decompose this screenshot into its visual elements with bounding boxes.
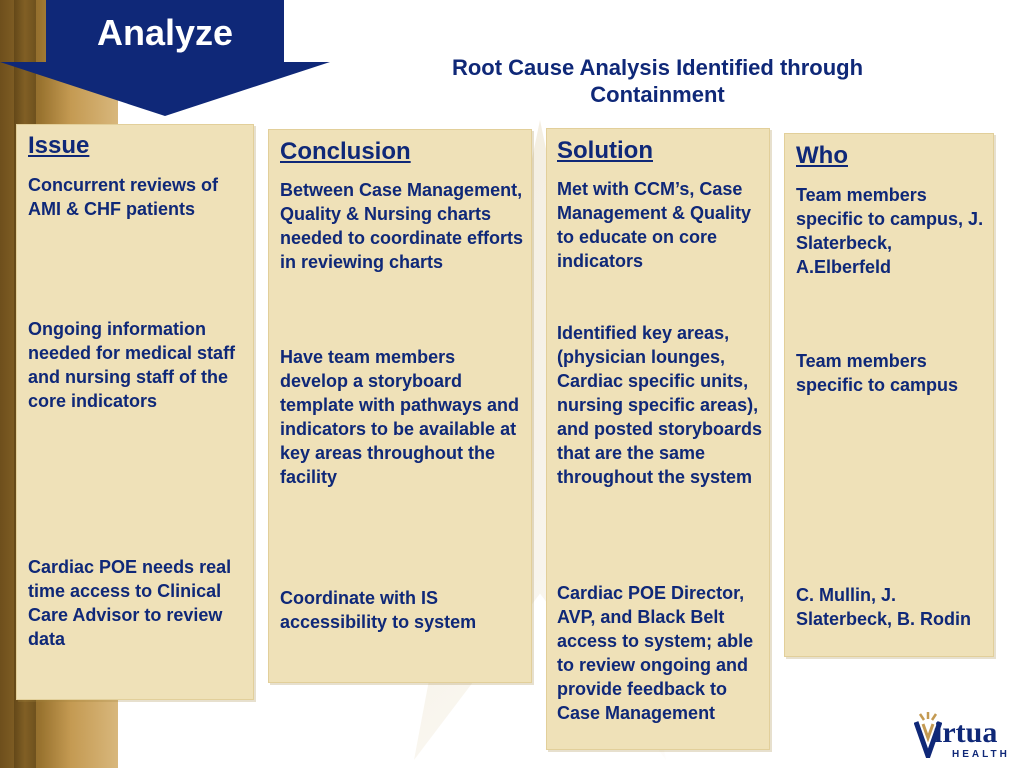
logo-wordmark: irtua [934,716,998,749]
solution-item: Met with CCM’s, Case Management & Quality to educate on core indicators [557,179,752,271]
issue-heading: Issue [28,132,90,159]
issue-item: Ongoing information needed for medical staff and nursing staff of the core indicators [28,319,236,411]
issue-item: Cardiac POE needs real time access to Clinical Care Advisor to review data [28,557,232,649]
conclusion-item: Between Case Management, Quality & Nursing charts needed to coordinate efforts in reviewing charts [280,180,524,272]
who-item: Team members specific to campus [796,351,959,395]
solution-heading: Solution [557,137,653,164]
who-item: C. Mullin, J. Slaterbeck, B. Rodin [796,585,972,629]
who-heading: Who [796,142,848,169]
slide-title: Root Cause Analysis Identified through Containment [451,55,864,107]
issue-item: Concurrent reviews of AMI & CHF patients [28,175,219,219]
conclusion-item: Have team members develop a storyboard template with pathways and indicators to be available at key areas throughout the facility [280,347,520,487]
logo-subtitle: HEALTH [952,749,1010,760]
conclusion-item: Coordinate with IS accessibility to system [280,588,477,632]
who-item: Team members specific to campus, J. Slaterbeck, A.Elberfeld [796,185,984,277]
header-title: Analyze [96,12,234,53]
solution-item: Cardiac POE Director, AVP, and Black Belt access to system; able to review ongoing and provide feedback to Case Management [557,583,754,723]
conclusion-heading: Conclusion [280,138,411,165]
solution-item: Identified key areas, (physician lounges, Cardiac specific units, nursing specific areas), and posted storyboards that are the same throughout the system [557,323,763,487]
